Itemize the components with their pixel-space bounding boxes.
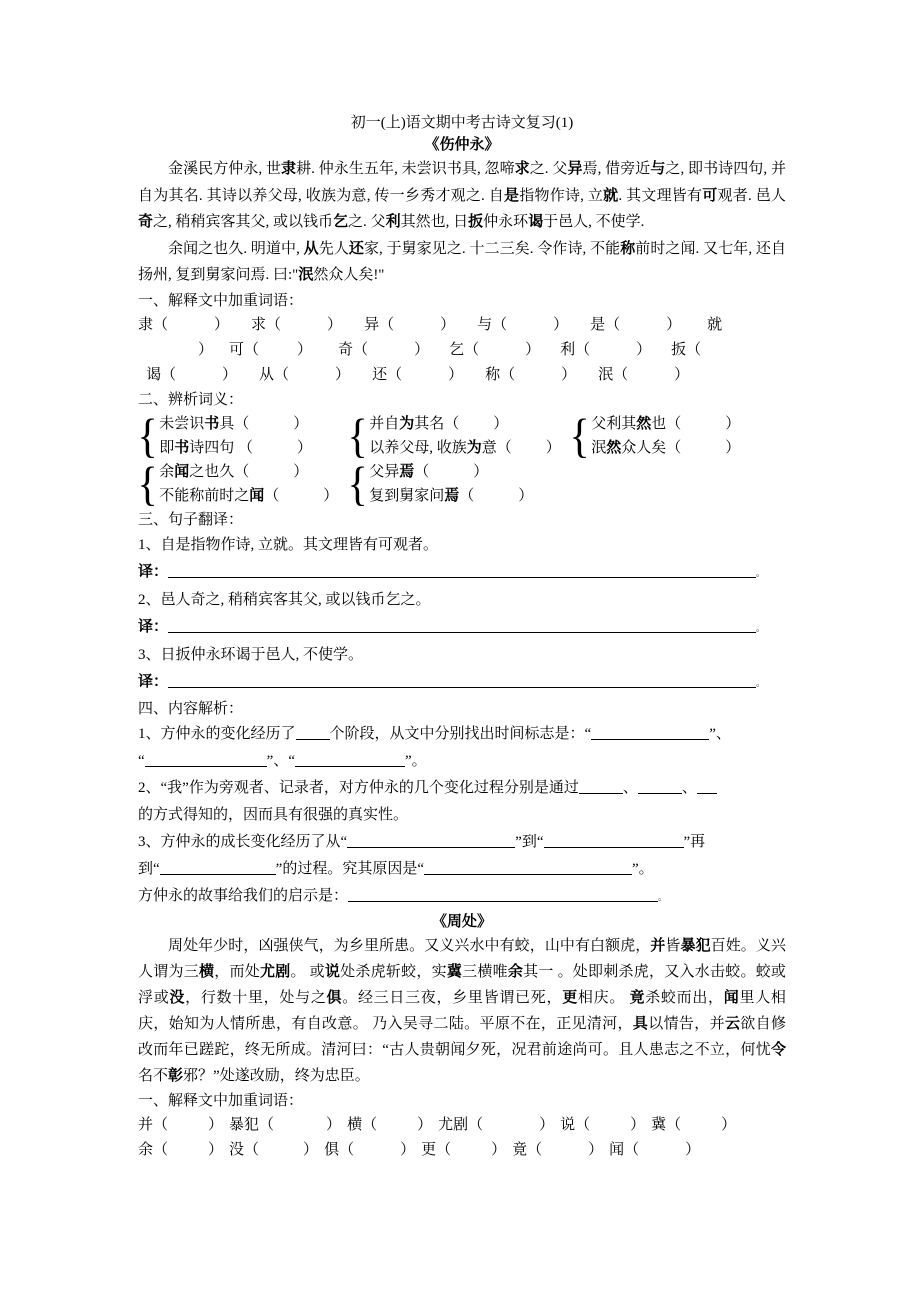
word-blank-item[interactable] — [560, 1113, 645, 1138]
passage-text: 处杀虎斩蛟，实 — [340, 963, 447, 980]
group-item[interactable] — [369, 484, 533, 508]
word-blank-label: 称（ — [485, 366, 516, 383]
word-blank-close: ） — [553, 316, 569, 333]
keyword-emphasis: 具 — [632, 1015, 649, 1032]
group-item[interactable] — [591, 436, 740, 460]
q1-blank-marker-1[interactable] — [591, 724, 709, 740]
word-blank-item[interactable] — [560, 338, 651, 363]
q3-text-c: ”再 — [683, 833, 706, 850]
item-text: 即 — [159, 439, 175, 456]
word-blank-item[interactable] — [590, 313, 681, 338]
keyword-emphasis: 为 — [466, 439, 482, 456]
word-blank-item[interactable] — [438, 1113, 554, 1138]
word-blank-close: ） — [417, 1116, 433, 1133]
word-blank-label: 泯（ — [598, 366, 629, 383]
word-blank-close: ） — [666, 316, 682, 333]
word-blank-item[interactable] — [421, 1138, 506, 1163]
item-close: ） — [297, 439, 313, 456]
item-close: ） — [293, 415, 309, 432]
passage-text: 家, 于舅家见之. 十二三矣. 令作诗, 不能 — [363, 240, 621, 257]
keyword-emphasis: 与 — [650, 161, 666, 177]
lesson1-section3-heading: 三、句子翻译： — [138, 511, 244, 528]
passage-text: 然众人矣!" — [313, 267, 385, 283]
passage-text: 其然也, 日 — [400, 214, 469, 230]
q3-blank-4[interactable] — [424, 859, 632, 875]
passage-text: 邪？”处遂改励，终为忠臣。 — [183, 1067, 370, 1084]
word-blank-label: 奇（ — [338, 341, 369, 358]
keyword-emphasis: 闻 — [723, 989, 740, 1006]
group-item[interactable] — [159, 436, 312, 460]
analysis-question-2-line-2: 的方式得知的，因而具有很强的真实性。 — [138, 806, 409, 823]
keyword-emphasis: 乞 — [333, 214, 349, 230]
word-blank-label: 更（ — [421, 1141, 452, 1158]
lesson2-title: 《周处》 — [431, 913, 492, 930]
keyword-emphasis: 扳 — [468, 214, 484, 230]
word-blank-label: 闻（ — [609, 1141, 640, 1158]
word-blank-item[interactable] — [598, 363, 689, 388]
word-blank-label: 说（ — [560, 1116, 591, 1133]
keyword-emphasis: 竟 — [629, 989, 646, 1006]
q2-blank-2[interactable] — [638, 778, 682, 794]
word-discrimination-group — [347, 408, 561, 462]
passage-text: 三横唯 — [462, 963, 508, 980]
lesson1-section2-heading: 二、辨析词义： — [138, 391, 244, 408]
page-title: 初一(上)语文期中考古诗文复习(1) — [350, 115, 574, 131]
q3-text-a: 3、方仲永的成长变化经历了从“ — [138, 833, 348, 850]
word-blank-label: 没（ — [229, 1141, 260, 1158]
item-close: ） — [518, 487, 534, 504]
translation-period: 。 — [756, 622, 766, 633]
keyword-emphasis: 书 — [174, 439, 190, 456]
word-blank-item[interactable] — [485, 363, 576, 388]
word-blank-close: ） — [561, 366, 577, 383]
q1-blank-marker-2[interactable] — [145, 751, 267, 767]
word-blank-label: 还（ — [372, 366, 403, 383]
word-blank-close: ） — [400, 1141, 416, 1158]
keyword-emphasis: 是 — [504, 187, 520, 204]
item-text: 父利其 — [591, 415, 637, 432]
curly-brace: { — [347, 456, 368, 510]
keyword-emphasis: 焉 — [399, 463, 415, 480]
word-blank-close: ） — [674, 366, 690, 383]
keyword-emphasis: 就 — [603, 187, 619, 204]
lesson1-title: 《伤仲永》 — [424, 137, 500, 153]
passage-text: 之. 父 — [348, 214, 386, 230]
lesson1-passage-paragraph-2 — [138, 236, 786, 289]
keyword-emphasis: 奇 — [138, 214, 154, 230]
analysis-question-1-line-2 — [138, 748, 786, 775]
item-close: ） — [725, 415, 741, 432]
q1-text-b: 个阶段，从文中分别找出时间标志是：“ — [329, 725, 592, 742]
word-blank-label: 谒（ — [146, 366, 177, 383]
analysis-question-4 — [138, 883, 786, 911]
translation-label: 译： — [138, 673, 169, 690]
keyword-emphasis: 可 — [702, 187, 718, 204]
translation-sentence: 1、自是指物作诗, 立就。其文理皆有可观者。 — [138, 536, 439, 553]
translation-answer-row — [138, 614, 786, 642]
analysis-question-3-line-2 — [138, 856, 786, 883]
keyword-emphasis: 焉 — [444, 487, 460, 504]
word-blank-label: 就 — [707, 316, 723, 333]
item-close: ） — [725, 439, 741, 456]
item-close: ） — [473, 463, 489, 480]
word-blank-label: 求（ — [251, 316, 282, 333]
keyword-emphasis: 闻 — [174, 463, 190, 480]
item-text: 其名（ — [414, 415, 460, 432]
translation-answer-line[interactable] — [168, 562, 756, 578]
word-blank-label: 冀（ — [651, 1116, 682, 1133]
keyword-emphasis: 利 — [385, 214, 401, 230]
item-close: ） — [293, 463, 309, 480]
translation-sentence: 2、邑人奇之, 稍稍宾客其父, 或以钱币乞之。 — [138, 591, 431, 608]
keyword-emphasis: 为 — [399, 415, 415, 432]
keyword-emphasis: 并 — [650, 937, 666, 954]
passage-text: 以情告，并 — [648, 1015, 725, 1032]
keyword-emphasis: 俱 — [326, 989, 343, 1006]
passage-text: 金溪民方仲永, 世 — [168, 161, 282, 177]
lesson1-section1-heading: 一、解释文中加重词语： — [138, 292, 304, 309]
word-blank-close: ） — [326, 1116, 342, 1133]
q3-text-e: ”的过程。究其原因是“ — [275, 860, 424, 877]
keyword-emphasis: 从 — [303, 240, 319, 257]
word-blank-label: 扳（ — [671, 341, 702, 358]
keyword-emphasis: 称 — [620, 240, 636, 257]
word-blank-item[interactable] — [229, 338, 312, 363]
word-blank-close-paren: ） — [198, 341, 214, 358]
passage-text: 之. 父 — [529, 161, 568, 177]
q4-text-b: 。 — [658, 891, 668, 902]
passage-text: 名不 — [138, 1067, 169, 1084]
lesson1-word-discrimination — [137, 408, 786, 510]
q3-text-b: ”到“ — [515, 833, 544, 850]
item-text: 父异 — [369, 463, 400, 480]
passage-text: 周处年少时，凶强侠气，为乡里所患。又义兴水中有蛟，山中有白额虎， — [168, 937, 651, 954]
word-discrimination-group — [137, 408, 313, 462]
q1-text-g: ”。 — [405, 752, 427, 769]
item-text: 不能称前时之 — [159, 487, 250, 504]
translation-answer-row — [138, 559, 786, 587]
passage-text: 。 或 — [290, 963, 325, 980]
analysis-question-1-line-1 — [138, 721, 786, 748]
word-blank-row — [138, 363, 786, 388]
curly-brace: { — [137, 408, 158, 462]
item-text: 诗四句 （ — [189, 439, 253, 456]
word-blank-close: ） — [208, 1116, 224, 1133]
translation-answer-line[interactable] — [168, 672, 756, 688]
keyword-emphasis: 书 — [204, 415, 220, 432]
word-blank-close: ） — [539, 1116, 555, 1133]
group-item[interactable] — [159, 460, 338, 484]
word-blank-close: ） — [303, 1141, 319, 1158]
word-blank-label: 是（ — [590, 316, 621, 333]
keyword-emphasis: 冀 — [446, 963, 463, 980]
word-blank-item[interactable] — [609, 1138, 700, 1163]
word-blank-label: 俱（ — [324, 1141, 355, 1158]
word-blank-item[interactable] — [138, 313, 229, 338]
translation-answer-row — [138, 669, 786, 697]
item-text: （ — [459, 487, 475, 504]
item-text: 之也久（ — [189, 463, 250, 480]
translation-sentence: 3、日扳仲永环谒于邑人, 不使学。 — [138, 646, 364, 663]
word-blank-label: 利（ — [560, 341, 591, 358]
group-item[interactable] — [369, 436, 561, 460]
analysis-question-3-line-1 — [138, 829, 786, 856]
word-blank-item[interactable] — [477, 313, 568, 338]
keyword-emphasis: 泯 — [298, 267, 314, 283]
word-blank-item[interactable] — [512, 1138, 603, 1163]
keyword-emphasis: 闻 — [249, 487, 265, 504]
item-text: 未尝识 — [159, 415, 205, 432]
word-blank-row — [138, 1138, 786, 1163]
keyword-emphasis: 没 — [169, 989, 186, 1006]
passage-text: 余闻之也久. 明道中, — [168, 240, 304, 257]
group-item[interactable] — [159, 484, 338, 508]
keyword-emphasis: 尤剧 — [259, 963, 291, 980]
word-blank-label: 横（ — [347, 1116, 378, 1133]
keyword-emphasis: 令 — [770, 1041, 786, 1058]
lesson2-word-blanks — [138, 1113, 786, 1163]
lesson1-section4-heading: 四、内容解析： — [138, 700, 244, 717]
keyword-emphasis: 说 — [324, 963, 341, 980]
q2-text-b: 、 — [622, 779, 638, 796]
worksheet-page — [138, 112, 786, 1163]
word-blank-close[interactable] — [152, 338, 213, 363]
passage-text: ，行数十里，处与之 — [185, 989, 327, 1006]
passage-text: . 其文理皆有 — [618, 187, 703, 204]
word-blank-close: ） — [214, 316, 230, 333]
item-text: （ — [414, 463, 430, 480]
item-text: 也（ — [651, 415, 682, 432]
keyword-emphasis: 彰 — [168, 1067, 184, 1084]
analysis-question-2-line-1 — [138, 775, 786, 802]
passage-text: 观者. 邑人 — [717, 187, 786, 204]
item-text: 众人矣（ — [621, 439, 682, 456]
word-blank-item[interactable] — [138, 1138, 223, 1163]
word-blank-close: ） — [630, 1116, 646, 1133]
q3-blank-3[interactable] — [160, 859, 276, 875]
lesson2-passage — [138, 933, 786, 1089]
word-blank-item[interactable] — [229, 1138, 318, 1163]
brace-row-1 — [137, 408, 786, 462]
item-text: 以养父母, 收族 — [369, 439, 467, 456]
translation-answer-line[interactable] — [168, 617, 756, 633]
lesson1-translation-items — [138, 532, 786, 697]
word-blank-close: ） — [222, 366, 238, 383]
word-blank-label: 与（ — [477, 316, 508, 333]
passage-text: 。经三日三夜，乡里皆谓已死， — [342, 989, 563, 1006]
brace-row-2 — [137, 456, 786, 510]
word-blank-item[interactable] — [347, 1113, 432, 1138]
word-blank-item[interactable] — [251, 313, 342, 338]
item-text: 并自 — [369, 415, 400, 432]
q2-text-a: 2、“我”作为旁观者、记录者，对方仲永的几个变化过程分别是通过 — [138, 779, 579, 796]
word-blank-close: ） — [525, 341, 541, 358]
word-blank-label: 暴犯（ — [229, 1116, 275, 1133]
q1-text-c: ”、 — [709, 725, 731, 742]
item-text: 具（ — [219, 415, 250, 432]
word-blank-close: ） — [448, 366, 464, 383]
translation-period: 。 — [756, 677, 766, 688]
word-blank-item[interactable] — [651, 1113, 736, 1138]
word-blank-close: ） — [327, 316, 343, 333]
passage-text: 相庆。 — [577, 989, 630, 1006]
q3-blank-1[interactable] — [347, 832, 515, 848]
group-item[interactable] — [591, 412, 740, 436]
group-item[interactable] — [369, 412, 561, 436]
group-items — [591, 412, 740, 460]
word-blank-row — [138, 1113, 786, 1138]
q1-text-e: ”、 — [266, 752, 289, 769]
item-close: ） — [545, 439, 561, 456]
word-blank-item[interactable] — [364, 313, 455, 338]
word-blank-item[interactable] — [449, 338, 540, 363]
item-text: 意（ — [481, 439, 512, 456]
word-discrimination-group — [569, 408, 741, 462]
passage-text: 皆 — [665, 937, 681, 954]
word-blank-label: 异（ — [364, 316, 395, 333]
group-items — [369, 460, 533, 508]
item-text: 复到舅家问 — [369, 487, 445, 504]
word-blank-label: 隶（ — [138, 316, 169, 333]
word-blank-row — [138, 338, 786, 363]
q2-blank-1[interactable] — [579, 778, 623, 794]
passage-text: 仲永环 — [483, 214, 529, 230]
item-close: ） — [323, 487, 339, 504]
passage-text: ，而处 — [214, 963, 260, 980]
q1-blank-stage-count[interactable] — [296, 724, 330, 740]
word-blank-label: 乞（ — [449, 341, 480, 358]
passage-text: 耕. 仲永生五年, 未尝识书具, 忽啼 — [296, 161, 515, 177]
passage-text: 于邑人, 不使学. — [543, 214, 645, 230]
keyword-emphasis: 谒 — [528, 214, 544, 230]
passage-text: 前时之闻. 又七年, 还自扬州, 复到舅家问焉. 曰:" — [138, 240, 786, 283]
q1-text-d: “ — [138, 752, 145, 769]
curly-brace: { — [347, 408, 368, 462]
passage-text: 杀蛟而出， — [645, 989, 724, 1006]
word-blank-close: ） — [491, 1141, 507, 1158]
keyword-emphasis: 隶 — [281, 161, 297, 177]
q2-text-c: 、 — [681, 779, 697, 796]
word-blank-label: 余（ — [138, 1141, 169, 1158]
passage-text: 先人 — [318, 240, 349, 257]
keyword-emphasis: 然 — [606, 439, 622, 456]
word-blank-row — [138, 313, 786, 338]
word-discrimination-group — [347, 456, 534, 510]
q2-blank-3[interactable] — [697, 778, 717, 794]
passage-text: 指物作诗, 立 — [519, 187, 604, 204]
word-blank-close: ） — [636, 341, 652, 358]
word-blank-close: ） — [440, 316, 456, 333]
q3-text-d: 到“ — [138, 860, 160, 877]
word-blank-close: ） — [297, 341, 313, 358]
word-discrimination-group — [137, 456, 339, 510]
word-blank-close: ） — [208, 1141, 224, 1158]
word-blank-close: ） — [721, 1116, 737, 1133]
q3-text-f: ”。 — [632, 860, 654, 877]
item-close: ） — [493, 415, 509, 432]
word-blank-item[interactable] — [372, 363, 463, 388]
group-item[interactable] — [369, 460, 533, 484]
q4-text-a: 方仲永的故事给我们的启示是： — [138, 887, 349, 904]
word-blank-close: ） — [588, 1141, 604, 1158]
keyword-emphasis: 异 — [567, 161, 583, 177]
keyword-emphasis: 余 — [507, 963, 524, 980]
translation-period: 。 — [756, 567, 766, 578]
keyword-emphasis: 然 — [636, 415, 652, 432]
passage-text: 焉, 借旁近 — [582, 161, 651, 177]
passage-text: 欲自修改而年已蹉跎，终无所成。清河曰：“古人贵朝闻夕死，况君前途尚可。且人患志之不立，何忧 — [138, 1015, 786, 1058]
keyword-emphasis: 求 — [514, 161, 530, 177]
keyword-emphasis: 更 — [562, 989, 578, 1006]
word-blank-item[interactable] — [338, 338, 429, 363]
group-items — [159, 412, 312, 460]
lesson2-section1-heading: 一、解释文中加重词语： — [138, 1092, 304, 1109]
q4-blank-inspiration[interactable] — [348, 886, 658, 902]
curly-brace: { — [137, 456, 158, 510]
word-blank-item[interactable] — [138, 1113, 223, 1138]
keyword-emphasis: 暴犯 — [680, 937, 711, 954]
word-blank-close: ） — [335, 366, 351, 383]
keyword-emphasis: 云 — [724, 1015, 741, 1032]
q3-blank-2[interactable] — [544, 832, 684, 848]
keyword-emphasis: 横 — [198, 963, 215, 980]
lesson1-word-blanks — [138, 313, 786, 388]
passage-text: 百姓。义兴人谓为三 — [138, 937, 786, 980]
word-blank-label: 从（ — [259, 366, 290, 383]
group-item[interactable] — [159, 412, 312, 436]
passage-text: 之, 即书诗四句, 并自为其名. 其诗以养父母, 收族为意, 传一乡秀才观之. 自 — [138, 161, 786, 204]
translation-label: 译： — [138, 618, 169, 635]
passage-text: 里人相庆，始知为人情所患，有自改意。 乃入吴寻二陆。平原不在，正见清河， — [138, 989, 786, 1032]
word-blank-label: 并（ — [138, 1116, 169, 1133]
word-blank-close: ） — [414, 341, 430, 358]
word-blank-label: 可（ — [229, 341, 260, 358]
word-blank-label: 竟（ — [512, 1141, 543, 1158]
word-blank-item[interactable] — [146, 363, 237, 388]
word-blank-label: 尤剧（ — [438, 1116, 484, 1133]
item-text: （ — [264, 487, 280, 504]
keyword-emphasis: 还 — [348, 240, 364, 257]
lesson1-passage-paragraph-1 — [138, 156, 786, 236]
curly-brace: { — [569, 408, 590, 462]
q1-text-f: “ — [288, 752, 296, 769]
passage-text: 之, 稍稍宾客其父, 或以钱币 — [153, 214, 334, 230]
word-blank-close: ） — [685, 1141, 701, 1158]
group-items — [159, 460, 338, 508]
word-blank-item[interactable] — [229, 1113, 341, 1138]
translation-label: 译： — [138, 563, 169, 580]
q1-text-a: 1、方仲永的变化经历了 — [138, 725, 296, 742]
passage-text: 其一 。处即刺杀虎，又入水击蛟。蛟或浮或 — [138, 963, 786, 1006]
q1-blank-marker-3[interactable] — [295, 751, 405, 767]
item-text: 余 — [159, 463, 175, 480]
word-blank-item[interactable] — [324, 1138, 415, 1163]
group-items — [369, 412, 561, 460]
item-text: 泯 — [591, 439, 607, 456]
word-blank-item[interactable] — [259, 363, 350, 388]
